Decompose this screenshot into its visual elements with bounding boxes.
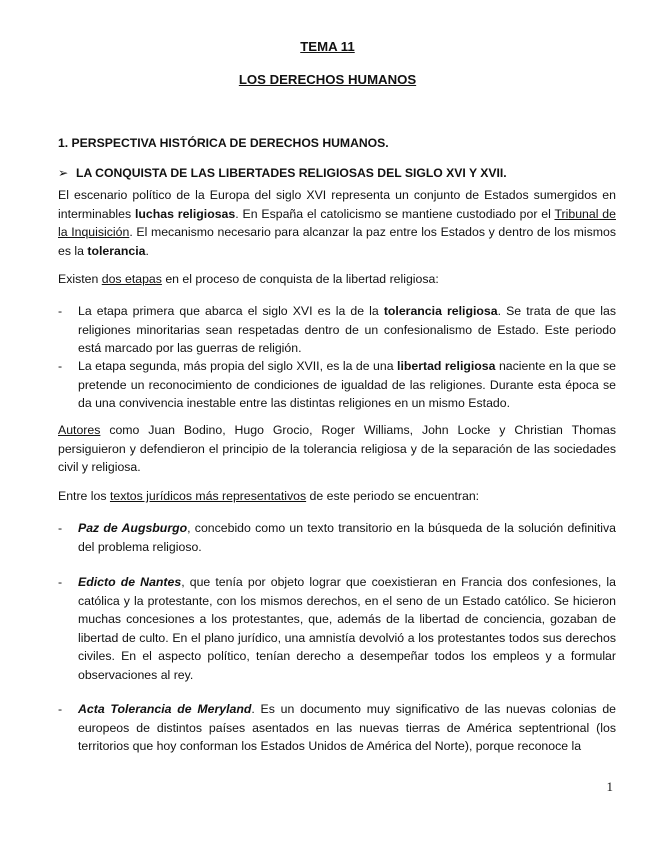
text-run: , concebido como un texto transitorio en la búsqueda de la solución definitiva del problema religioso. [78,521,617,554]
bold-term: tolerancia [87,243,146,258]
text-run: . Es un documento muy significativo de las nuevas colonias de europeos de distintos países asentados en las nuevas tierras de América septentrional (los territorios que hoy conforman los Estados Unidos de América del Norte), porque reconoce la [78,702,616,753]
text-run: , que tenía por objeto lograr que coexistieran en Francia dos confesiones, la católica y la protestante, con los mismos derechos, en el seno de un Estado católico. Se hicieron muchas concesiones a los protestantes, que, además de la libertad de conciencia, gozaban de libertad de culto. En el plano jurídico, una amnistía devolvió a los protestantes todos sus derechos civiles. En el aspecto político, tenían derecho a desempeñar todos los empleos y a formular observaciones al rey. [78,575,616,682]
underlined-term: textos jurídicos más representativos [109,489,307,503]
text-run: Existen [58,272,102,286]
text-run: . El mecanismo necesario para alcanzar la paz entre los Estados y dentro de los mismos es la [58,225,616,258]
text-run: en el proceso de conquista de la libertad religiosa: [161,272,439,286]
text-run: El escenario político de la Europa del siglo XVI representa un conjunto de Estados sumergidos en interminables [58,188,616,221]
dash-bullet: - [58,521,63,535]
bold-term: libertad religiosa [397,359,496,373]
underlined-term: Autores [58,423,101,437]
document-name: Edicto de Nantes [78,575,182,589]
page-title: LOS DERECHOS HUMANOS [238,72,417,87]
subsection-heading-text: LA CONQUISTA DE LAS LIBERTADES RELIGIOSAS DEL SIGLO XVI Y XVII. [76,166,507,180]
stages-paragraph [58,270,616,289]
text-run: de este periodo se encuentran: [306,489,480,503]
text-run: . [145,243,149,258]
bold-term: tolerancia religiosa [383,304,498,318]
dash-bullet: - [58,702,63,716]
text-run: . Se trata de que las religiones minoritarias sean respetadas dentro de un confesionalismo de Estado. Este periodo está marcado por las guerras de religión. [78,304,616,355]
section-heading: 1. PERSPECTIVA HISTÓRICA DE DERECHOS HUMANOS. [58,136,389,150]
document-name: Paz de Augsburgo [78,521,188,535]
list-item-text [78,573,616,684]
text-run: La etapa segunda, más propia del siglo XVII, es la de una [78,359,398,373]
page-number: 1 [606,779,613,794]
list-item-text [78,302,616,358]
text-run: La etapa primera que abarca el siglo XVI es la de la [78,304,384,318]
bold-term: luchas religiosas [135,206,236,221]
text-run: naciente en la que se pretende un reconocimiento de condiciones de igualdad de las religiones. Durante esta época se da una convivencia inestable entre las distintas religiones en un mismo Estado. [78,359,617,410]
tema-title: TEMA 11 [300,39,355,54]
subsection-heading [58,164,507,183]
list-item-text [78,357,616,413]
intro-paragraph [58,186,616,260]
text-run: . En España el catolicismo se mantiene custodiado por el [235,206,555,221]
dash-bullet: - [58,575,63,589]
legal-texts-paragraph [58,487,616,506]
arrow-bullet-icon: ➢ [58,166,69,180]
document-name: Acta Tolerancia de Meryland [78,702,252,716]
underlined-term: dos etapas [101,272,162,286]
list-item-text [78,700,616,756]
text-run: como Juan Bodino, Hugo Grocio, Roger Williams, John Locke y Christian Thomas persiguieron y defendieron el principio de la tolerancia religiosa y de la separación de las sociedades civil y religiosa. [58,423,616,474]
text-run: Entre los [58,489,110,503]
dash-bullet: - [58,304,63,318]
authors-paragraph [58,421,616,477]
dash-bullet: - [58,359,63,373]
underlined-term: Tribunal de la Inquisición [58,206,616,239]
list-item-text [78,519,616,556]
